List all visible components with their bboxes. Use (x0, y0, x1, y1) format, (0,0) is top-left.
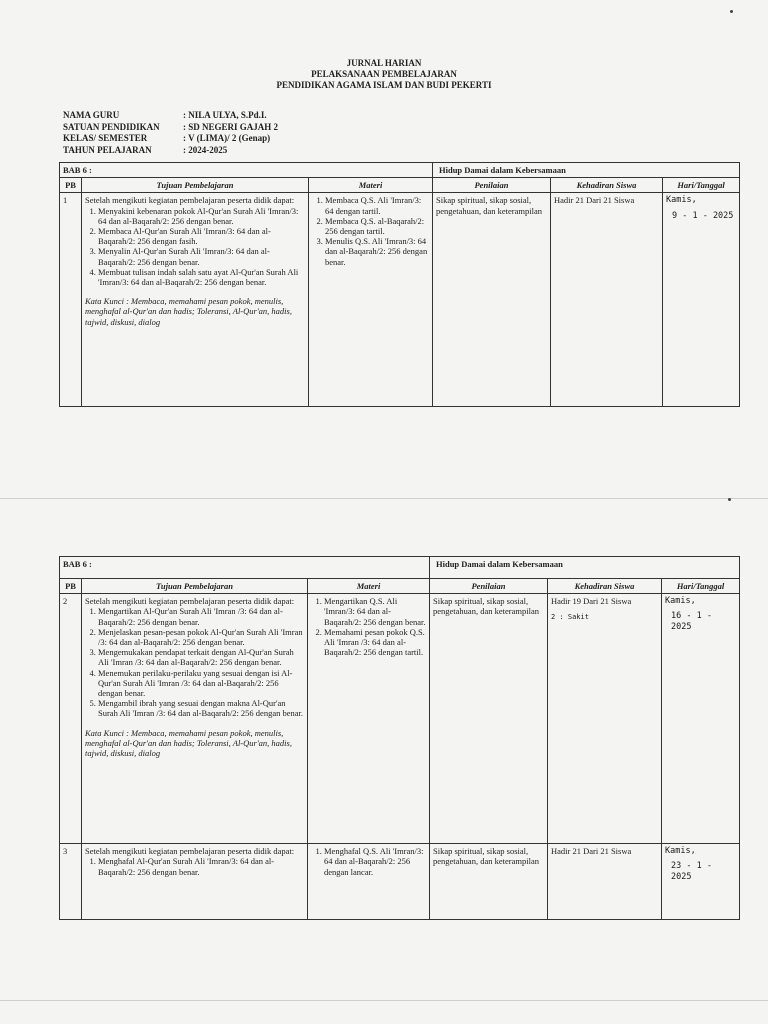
penilaian-cell: Sikap spiritual, sikap sosial, pengetahuan, dan keterampilan (430, 844, 548, 920)
column-header: Materi (309, 178, 433, 193)
tujuan-item: 1. Mengartikan Al-Qur'an Surah Ali 'Imran /3: 64 dan al-Baqarah/2: 256 dengan benar. (98, 606, 304, 626)
kehadiran-note: 2 : Sakit (551, 613, 589, 622)
teacher-info (63, 110, 278, 156)
tujuan-item: 4. Membuat tulisan indah salah satu ayat Al-Qur'an Surah Ali 'Imran/3: 64 dan al-Baqarah/2: 256 dengan benar. (98, 267, 305, 287)
bab-row (60, 557, 740, 579)
penilaian-cell: Sikap spiritual, sikap sosial, pengetahuan, dan keterampilan (433, 193, 551, 407)
column-header: Penilaian (433, 178, 551, 193)
kehadiran-cell (548, 594, 662, 844)
bab-label: BAB 6 : (60, 163, 433, 178)
materi-item: 3. Menulis Q.S. Ali 'Imran/3: 64 dan al-Baqarah/2: 256 dengan benar. (325, 236, 429, 267)
info-row (63, 122, 278, 134)
pb-number: 2 (60, 594, 82, 844)
column-header: Kehadiran Siswa (551, 178, 663, 193)
materi-list (311, 596, 426, 657)
tujuan-item: 1. Menghafal Al-Qur'an Surah Ali 'Imran/3: 64 dan al-Baqarah/2: 256 dengan benar. (98, 856, 304, 876)
info-label: KELAS/ SEMESTER (63, 133, 148, 143)
tujuan-list (85, 856, 304, 876)
info-row (63, 133, 278, 145)
column-header: Penilaian (430, 579, 548, 594)
bab-row (60, 163, 740, 178)
kehadiran-text: Hadir 21 Dari 21 Siswa (554, 195, 635, 206)
materi-item: 1. Menghafal Q.S. Ali 'Imran/3: 64 dan al-Baqarah/2: 256 dengan lancar. (324, 846, 426, 877)
materi-list (312, 195, 429, 266)
materi-cell (308, 594, 430, 844)
tujuan-intro: Setelah mengikuti kegiatan pembelajaran peserta didik dapat: (85, 195, 295, 206)
penilaian-cell: Sikap spiritual, sikap sosial, pengetahuan, dan keterampilan (430, 594, 548, 844)
column-header: PB (60, 178, 82, 193)
column-header-row (60, 579, 740, 594)
tujuan-item: 5. Mengambil ibrah yang sesuai dengan makna Al-Qur'an Surah Ali 'Imran /3: 64 dan al-Baqarah/2: 256 dengan benar. (98, 698, 304, 718)
document-header (0, 58, 768, 91)
header-subject: PENDIDIKAN AGAMA ISLAM DAN BUDI PEKERTI (276, 80, 492, 90)
tanggal-text: 23 - 1 - 2025 (671, 861, 712, 882)
column-header: Materi (308, 579, 430, 594)
header-title: JURNAL HARIAN (346, 58, 422, 68)
column-header: PB (60, 579, 82, 594)
info-row (63, 110, 278, 122)
materi-cell (308, 844, 430, 920)
column-header: Kehadiran Siswa (548, 579, 662, 594)
column-header: Tujuan Pembelajaran (82, 579, 308, 594)
tujuan-list (85, 206, 305, 288)
info-value: : V (LIMA)/ 2 (Genap) (183, 133, 271, 143)
tujuan-item: 2. Menjelaskan pesan-pesan pokok Al-Qur'an Surah Ali 'Imran /3: 64 dan al-Baqarah/2: 256 dengan benar. (98, 627, 304, 647)
tujuan-item: 1. Menyakini kebenaran pokok Al-Qur'an Surah Ali 'Imran/3: 64 dan al-Baqarah/2: 256 dengan benar. (98, 206, 305, 226)
column-header-row (60, 178, 740, 193)
info-label: SATUAN PENDIDIKAN (63, 121, 160, 132)
tanggal-cell (662, 844, 740, 920)
kehadiran-text: Hadir 19 Dari 21 Siswa (551, 596, 632, 607)
kehadiran-cell (551, 193, 663, 407)
tujuan-item: 4. Menemukan perilaku-perilaku yang sesuai dengan isi Al-Qur'an Surah Ali 'Imran /3: 64 dan al-Baqarah/2: 256 dengan benar. (98, 668, 304, 699)
theme-label: Hidup Damai dalam Kebersamaan (430, 557, 740, 579)
info-value: : SD NEGERI GAJAH 2 (183, 121, 279, 132)
hari-text: Kamis, (665, 846, 696, 857)
kehadiran-text: Hadir 21 Dari 21 Siswa (551, 846, 632, 857)
materi-cell (309, 193, 433, 407)
info-value: : 2024-2025 (183, 144, 228, 155)
tanggal-cell (663, 193, 740, 407)
hari-text: Kamis, (666, 195, 697, 206)
tujuan-intro: Setelah mengikuti kegiatan pembelajaran peserta didik dapat: (85, 596, 295, 607)
tujuan-item: 3. Mengemukakan pendapat terkait dengan Al-Qur'an Surah Ali 'Imran /3: 64 dan al-Baqarah/2: 256 dengan benar. (98, 647, 304, 667)
materi-item: 1. Mengartikan Q.S. Ali 'Imran/3: 64 dan al-Baqarah/2: 256 dengan benar. (324, 596, 426, 627)
theme-label: Hidup Damai dalam Kebersamaan (433, 163, 740, 178)
kata-kunci: Kata Kunci : Membaca, memahami pesan pokok, menulis, menghafal al-Qur'an dan hadis; Toleransi, Al-Qur'an, hadis, tajwid, diskusi, dialog (85, 727, 292, 759)
kehadiran-cell (548, 844, 662, 920)
pb-number: 3 (60, 844, 82, 920)
tanggal-cell (662, 594, 740, 844)
materi-item: 2. Membaca Q.S. al-Baqarah/2: 256 dengan tartil. (325, 216, 429, 236)
journal-table-1 (59, 162, 740, 407)
info-row (63, 145, 278, 157)
tujuan-item: 3. Menyalin Al-Qur'an Surah Ali 'Imran/3: 64 dan al-Baqarah/2: 256 dengan benar. (98, 246, 305, 266)
column-header: Tujuan Pembelajaran (82, 178, 309, 193)
page-edge-line (0, 498, 768, 499)
materi-item: 1. Membaca Q.S. Ali 'Imran/3: 64 dengan tartil. (325, 195, 429, 215)
column-header: Hari/Tanggal (662, 579, 740, 594)
table-row (60, 594, 740, 844)
scan-speck (730, 10, 733, 13)
table-row (60, 844, 740, 920)
tujuan-cell (82, 844, 308, 920)
tujuan-intro: Setelah mengikuti kegiatan pembelajaran peserta didik dapat: (85, 846, 295, 857)
page-edge-line (0, 1000, 768, 1001)
table-row (60, 193, 740, 407)
scan-speck (728, 498, 731, 501)
header-subtitle: PELAKSANAAN PEMBELAJARAN (311, 69, 457, 79)
tujuan-cell (82, 594, 308, 844)
pb-number: 1 (60, 193, 82, 407)
tanggal-text: 9 - 1 - 2025 (672, 210, 734, 221)
info-value: : NILA ULYA, S.Pd.I. (183, 110, 267, 120)
tujuan-item: 2. Membaca Al-Qur'an Surah Ali 'Imran/3: 64 dan al-Baqarah/2: 256 dengan fasih. (98, 226, 305, 246)
journal-table-2 (59, 556, 740, 920)
info-label: TAHUN PELAJARAN (63, 144, 152, 155)
kata-kunci: Kata Kunci : Membaca, memahami pesan pokok, menulis, menghafal al-Qur'an dan hadis; Toleransi, Al-Qur'an, hadis, tajwid, diskusi, dialog (85, 296, 292, 327)
hari-text: Kamis, (665, 596, 696, 607)
materi-item: 2. Memahami pesan pokok Q.S. Ali 'Imran /3: 64 dan al-Baqarah/2: 256 dengan tartil. (324, 627, 426, 658)
materi-list (311, 846, 426, 877)
info-label: NAMA GURU (63, 110, 120, 120)
tanggal-text: 16 - 1 - 2025 (671, 611, 712, 632)
tujuan-cell (82, 193, 309, 407)
column-header: Hari/Tanggal (663, 178, 740, 193)
tujuan-list (85, 606, 304, 718)
bab-label: BAB 6 : (60, 557, 430, 579)
